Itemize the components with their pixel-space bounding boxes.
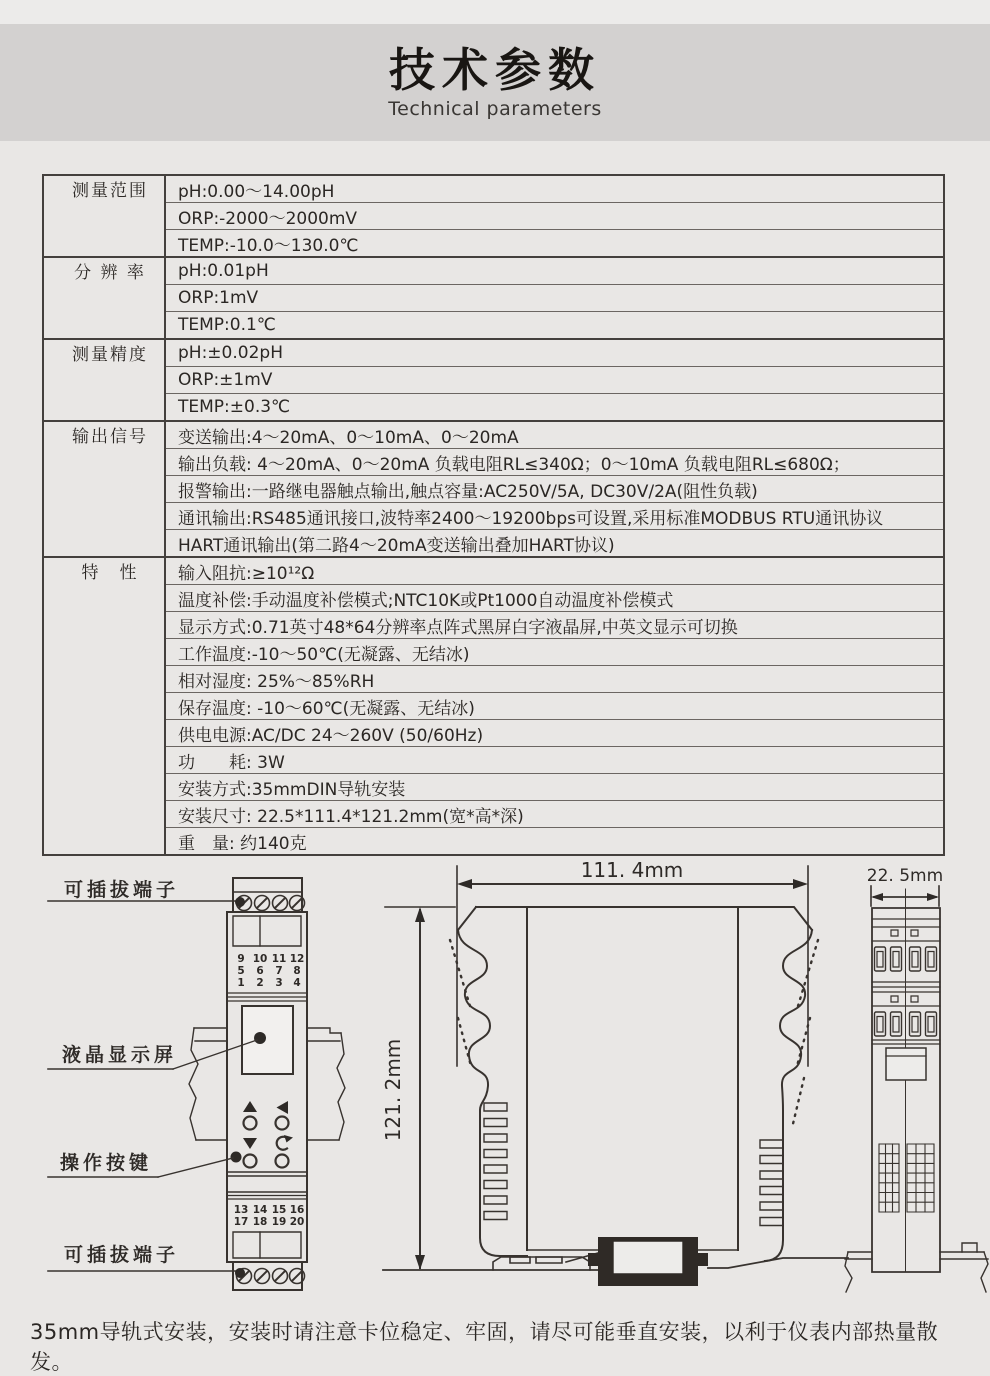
spec-value: 安装尺寸: 22.5*111.4*121.2mm(宽*高*深) xyxy=(165,801,944,828)
table-row xyxy=(43,257,944,285)
front-view xyxy=(48,878,345,1290)
table-row xyxy=(43,557,944,585)
spec-value: 报警输出:一路继电器触点输出,触点容量:AC250V/5A, DC30V/2A(阻性负载) xyxy=(165,476,944,503)
spec-label: 分 辨 率 xyxy=(43,257,165,339)
side-view xyxy=(845,866,988,1292)
spec-label: 特 性 xyxy=(43,557,165,855)
left-arrow-icon xyxy=(277,1101,289,1114)
terminal-number: 20 xyxy=(289,1216,305,1228)
spec-value: 通讯输出:RS485通讯接口,波特率2400～19200bps可设置,采用标准MODBUS RTU通讯协议 xyxy=(165,503,944,530)
spec-value: 重 量: 约140克 xyxy=(165,828,944,856)
lcd-screen xyxy=(242,1006,293,1074)
table-row xyxy=(43,421,944,449)
spec-value: pH:0.01pH xyxy=(165,257,944,285)
spec-value: 变送输出:4～20mA、0～10mA、0～20mA xyxy=(165,421,944,449)
table-row xyxy=(43,639,944,666)
side-latch xyxy=(886,1048,926,1080)
width-dimension-label: 111. 4mm xyxy=(580,858,684,882)
terminal-number: 15 xyxy=(271,1204,287,1216)
spec-label: 输出信号 xyxy=(43,421,165,557)
spec-value: 供电电源:AC/DC 24～260V (50/60Hz) xyxy=(165,720,944,747)
callout-anchor-lcd xyxy=(254,1032,266,1044)
spec-value: 保存温度: -10～60℃(无凝露、无结冰) xyxy=(165,693,944,720)
top-strip xyxy=(0,0,990,24)
table-row xyxy=(43,774,944,801)
spec-value: 安装方式:35mmDIN导轨安装 xyxy=(165,774,944,801)
page-subtitle: Technical parameters xyxy=(388,97,602,120)
table-row xyxy=(43,285,944,312)
callout-pluggable-terminal-bottom: 可插拔端子 xyxy=(64,1244,180,1266)
button-left xyxy=(276,1117,289,1130)
terminal-number: 8 xyxy=(293,965,301,977)
table-row xyxy=(43,230,944,258)
callout-lcd-screen: 液晶显示屏 xyxy=(62,1044,178,1066)
terminal-number: 3 xyxy=(275,977,283,989)
spec-value: 相对湿度: 25%～85%RH xyxy=(165,666,944,693)
dotted-lines xyxy=(450,940,818,1128)
spec-value: ORP:-2000～2000mV xyxy=(165,203,944,230)
terminal-number: 13 xyxy=(233,1204,249,1216)
vent-slots-left xyxy=(484,1103,507,1220)
table-row xyxy=(43,339,944,367)
spec-value: TEMP:-10.0～130.0℃ xyxy=(165,230,944,258)
table-row xyxy=(43,394,944,422)
spec-value: ORP:1mV xyxy=(165,285,944,312)
table-row xyxy=(43,612,944,639)
power-connector xyxy=(588,1237,848,1286)
terminal-number: 7 xyxy=(275,965,283,977)
table-row xyxy=(43,367,944,394)
spec-value: 输出负载: 4～20mA、0～20mA 负载电阻RL≤340Ω；0～10mA 负载电阻RL≤680Ω； xyxy=(165,449,944,476)
terminal-number: 9 xyxy=(237,953,245,965)
terminal-numbers-bottom xyxy=(234,1204,305,1228)
button-enter xyxy=(276,1155,289,1168)
callouts xyxy=(48,878,257,1278)
spec-label: 测量范围 xyxy=(43,175,165,257)
callout-pluggable-terminal-top: 可插拔端子 xyxy=(64,879,180,901)
terminal-number: 6 xyxy=(256,965,264,977)
terminal-number: 19 xyxy=(271,1216,287,1228)
page-title: 技术参数 xyxy=(389,43,601,98)
terminal-number: 10 xyxy=(252,953,268,965)
spec-value: HART通讯输出(第二路4～20mA变送输出叠加HART协议) xyxy=(165,530,944,558)
up-arrow-icon xyxy=(243,1101,257,1112)
terminal-numbers-top xyxy=(237,953,304,989)
operation-buttons xyxy=(231,1101,294,1168)
terminal-number: 5 xyxy=(237,965,245,977)
depth-dimension-label: 121. 2mm xyxy=(381,1038,405,1142)
table-row xyxy=(43,203,944,230)
spec-value: TEMP:±0.3℃ xyxy=(165,394,944,422)
terminal-number: 14 xyxy=(252,1204,268,1216)
dimension-depth xyxy=(381,907,455,1270)
table-row xyxy=(43,312,944,340)
table-row xyxy=(43,530,944,558)
terminal-number: 16 xyxy=(289,1204,305,1216)
spec-value: pH:0.00～14.00pH xyxy=(165,175,944,203)
terminal-number: 1 xyxy=(237,977,245,989)
side-width-dimension-label: 22. 5mm xyxy=(866,866,944,886)
table-row xyxy=(43,449,944,476)
side-vent-grid xyxy=(879,1144,934,1212)
spec-value: ORP:±1mV xyxy=(165,367,944,394)
button-up xyxy=(244,1117,257,1130)
table-row xyxy=(43,585,944,612)
spec-label: 测量精度 xyxy=(43,339,165,421)
spec-value: pH:±0.02pH xyxy=(165,339,944,367)
spec-value: 输入阻抗:≥10¹²Ω xyxy=(165,557,944,585)
spec-value: 工作温度:-10～50℃(无凝露、无结冰) xyxy=(165,639,944,666)
installation-note: 35mm导轨式安装，安装时请注意卡位稳定、牢固，请尽可能垂直安装，以利于仪表内部热量散发。 xyxy=(30,1320,939,1374)
top-view xyxy=(381,858,848,1286)
table-row xyxy=(43,801,944,828)
terminal-number: 4 xyxy=(293,977,301,989)
terminal-number: 12 xyxy=(289,953,305,965)
terminal-number: 11 xyxy=(271,953,287,965)
side-din-rail xyxy=(845,1243,988,1292)
spec-value: TEMP:0.1℃ xyxy=(165,312,944,340)
vent-slots-right xyxy=(760,1140,783,1226)
table-row xyxy=(43,693,944,720)
terminal-number: 18 xyxy=(252,1216,268,1228)
table-row xyxy=(43,476,944,503)
spec-table xyxy=(42,174,945,856)
callout-anchor-buttons xyxy=(231,1152,242,1163)
terminal-number: 2 xyxy=(256,977,264,989)
dimension-drawings xyxy=(0,850,990,1312)
dimension-width xyxy=(457,858,808,1066)
down-arrow-icon xyxy=(243,1138,257,1149)
cycle-icon-head xyxy=(284,1135,293,1143)
spec-value: 温度补偿:手动温度补偿模式;NTC10K或Pt1000自动温度补偿模式 xyxy=(165,585,944,612)
spec-value: 功 耗: 3W xyxy=(165,747,944,774)
table-row xyxy=(43,666,944,693)
table-row xyxy=(43,720,944,747)
case-outline xyxy=(458,907,812,1261)
spec-value: 显示方式:0.71英寸48*64分辨率点阵式黑屏白字液晶屏,中英文显示可切换 xyxy=(165,612,944,639)
table-row xyxy=(43,503,944,530)
callout-operation-buttons: 操作按键 xyxy=(60,1152,153,1174)
terminal-number: 17 xyxy=(233,1216,249,1228)
page-header xyxy=(0,24,990,141)
terminal-block-top xyxy=(233,878,305,912)
table-row xyxy=(43,747,944,774)
table-row xyxy=(43,175,944,203)
button-down xyxy=(244,1155,257,1168)
